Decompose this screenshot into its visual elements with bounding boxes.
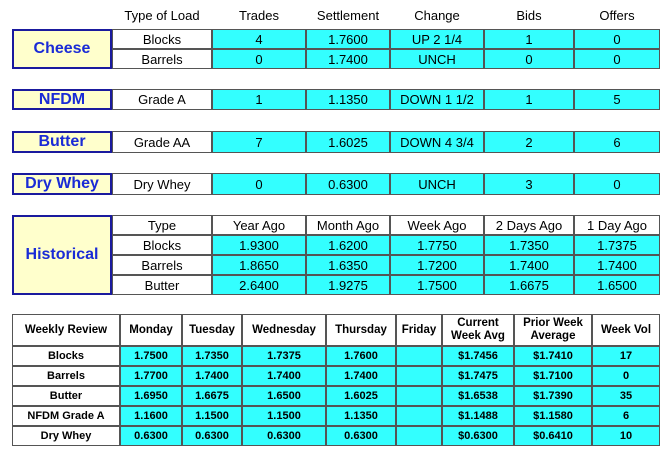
historical-cell: 1.6500: [574, 275, 660, 295]
butter-bids: 2: [484, 131, 574, 153]
weekly-current-avg: $0.6300: [442, 426, 514, 446]
historical-header-type: Type: [112, 215, 212, 235]
nfdm-type: Grade A: [112, 89, 212, 110]
historical-cell: 1.7400: [484, 255, 574, 275]
historical-header-week-ago: Week Ago: [390, 215, 484, 235]
historical-cell: 1.9300: [212, 235, 306, 255]
drywhey-label: Dry Whey: [12, 173, 112, 195]
cheese-barrels-trades: 0: [212, 49, 306, 69]
historical-cell: 1.8650: [212, 255, 306, 275]
weekly-header-tuesday: Tuesday: [182, 314, 242, 346]
weekly-prior-avg: $1.7100: [514, 366, 592, 386]
butter-offers: 6: [574, 131, 660, 153]
weekly-header-prior-avg: Prior Week Average: [514, 314, 592, 346]
weekly-current-avg: $1.7475: [442, 366, 514, 386]
weekly-monday: 0.6300: [120, 426, 182, 446]
historical-cell: 1.7200: [390, 255, 484, 275]
weekly-current-avg: $1.7456: [442, 346, 514, 366]
historical-cell: 2.6400: [212, 275, 306, 295]
cheese-blocks-trades: 4: [212, 29, 306, 49]
header-type-of-load: Type of Load: [124, 7, 200, 23]
cheese-barrels-offers: 0: [574, 49, 660, 69]
weekly-vol: 6: [592, 406, 660, 426]
nfdm-offers: 5: [574, 89, 660, 110]
drywhey-change: UNCH: [390, 173, 484, 195]
weekly-vol: 0: [592, 366, 660, 386]
weekly-wednesday: 1.7375: [242, 346, 326, 366]
weekly-thursday: 1.7600: [326, 346, 396, 366]
butter-settlement: 1.6025: [306, 131, 390, 153]
weekly-wednesday: 1.1500: [242, 406, 326, 426]
weekly-thursday: 1.6025: [326, 386, 396, 406]
header-change: Change: [414, 7, 460, 23]
historical-cell: 1.6200: [306, 235, 390, 255]
weekly-friday: [396, 366, 442, 386]
cheese-blocks-settlement: 1.7600: [306, 29, 390, 49]
weekly-thursday: 1.7400: [326, 366, 396, 386]
header-bids: Bids: [516, 7, 542, 23]
nfdm-trades: 1: [212, 89, 306, 110]
cheese-barrels-bids: 0: [484, 49, 574, 69]
butter-type: Grade AA: [112, 131, 212, 153]
cheese-barrels-type: Barrels: [112, 49, 212, 69]
weekly-wednesday: 0.6300: [242, 426, 326, 446]
header-trades: Trades: [239, 7, 279, 23]
historical-cell: 1.7350: [484, 235, 574, 255]
butter-trades: 7: [212, 131, 306, 153]
weekly-friday: [396, 406, 442, 426]
nfdm-change: DOWN 1 1/2: [390, 89, 484, 110]
weekly-header-friday: Friday: [396, 314, 442, 346]
weekly-vol: 35: [592, 386, 660, 406]
weekly-header-monday: Monday: [120, 314, 182, 346]
nfdm-bids: 1: [484, 89, 574, 110]
weekly-friday: [396, 386, 442, 406]
weekly-monday: 1.7500: [120, 346, 182, 366]
cheese-blocks-bids: 1: [484, 29, 574, 49]
weekly-vol: 17: [592, 346, 660, 366]
weekly-header-current-avg: Current Week Avg: [442, 314, 514, 346]
historical-row-type: Blocks: [112, 235, 212, 255]
weekly-header-review: Weekly Review: [12, 314, 120, 346]
historical-header-2-days-ago: 2 Days Ago: [484, 215, 574, 235]
drywhey-offers: 0: [574, 173, 660, 195]
butter-change: DOWN 4 3/4: [390, 131, 484, 153]
weekly-row-label: NFDM Grade A: [12, 406, 120, 426]
cheese-blocks-change: UP 2 1/4: [390, 29, 484, 49]
historical-cell: 1.6350: [306, 255, 390, 275]
weekly-tuesday: 1.6675: [182, 386, 242, 406]
weekly-header-week-vol: Week Vol: [592, 314, 660, 346]
weekly-thursday: 1.1350: [326, 406, 396, 426]
weekly-row-label: Dry Whey: [12, 426, 120, 446]
weekly-thursday: 0.6300: [326, 426, 396, 446]
historical-row-type: Butter: [112, 275, 212, 295]
weekly-current-avg: $1.1488: [442, 406, 514, 426]
weekly-row-label: Barrels: [12, 366, 120, 386]
weekly-monday: 1.7700: [120, 366, 182, 386]
historical-cell: 1.7375: [574, 235, 660, 255]
cheese-label: Cheese: [12, 29, 112, 69]
drywhey-type: Dry Whey: [112, 173, 212, 195]
historical-header-1-day-ago: 1 Day Ago: [574, 215, 660, 235]
historical-label: Historical: [12, 215, 112, 295]
historical-cell: 1.7500: [390, 275, 484, 295]
cheese-barrels-settlement: 1.7400: [306, 49, 390, 69]
weekly-row-label: Butter: [12, 386, 120, 406]
historical-row-type: Barrels: [112, 255, 212, 275]
historical-cell: 1.7400: [574, 255, 660, 275]
weekly-monday: 1.6950: [120, 386, 182, 406]
cheese-blocks-type: Blocks: [112, 29, 212, 49]
weekly-wednesday: 1.6500: [242, 386, 326, 406]
weekly-prior-avg: $0.6410: [514, 426, 592, 446]
weekly-header-wednesday: Wednesday: [242, 314, 326, 346]
weekly-tuesday: 1.1500: [182, 406, 242, 426]
weekly-prior-avg: $1.1580: [514, 406, 592, 426]
weekly-friday: [396, 426, 442, 446]
header-offers: Offers: [599, 7, 635, 23]
weekly-prior-avg: $1.7390: [514, 386, 592, 406]
weekly-row-label: Blocks: [12, 346, 120, 366]
historical-cell: 1.6675: [484, 275, 574, 295]
weekly-wednesday: 1.7400: [242, 366, 326, 386]
drywhey-trades: 0: [212, 173, 306, 195]
weekly-tuesday: 1.7400: [182, 366, 242, 386]
weekly-tuesday: 1.7350: [182, 346, 242, 366]
nfdm-settlement: 1.1350: [306, 89, 390, 110]
cheese-blocks-offers: 0: [574, 29, 660, 49]
historical-cell: 1.7750: [390, 235, 484, 255]
header-settlement: Settlement: [316, 7, 380, 23]
nfdm-label: NFDM: [12, 89, 112, 110]
weekly-prior-avg: $1.7410: [514, 346, 592, 366]
weekly-vol: 10: [592, 426, 660, 446]
weekly-header-thursday: Thursday: [326, 314, 396, 346]
weekly-friday: [396, 346, 442, 366]
historical-cell: 1.9275: [306, 275, 390, 295]
butter-label: Butter: [12, 131, 112, 153]
cheese-barrels-change: UNCH: [390, 49, 484, 69]
drywhey-settlement: 0.6300: [306, 173, 390, 195]
drywhey-bids: 3: [484, 173, 574, 195]
weekly-tuesday: 0.6300: [182, 426, 242, 446]
historical-header-year-ago: Year Ago: [212, 215, 306, 235]
weekly-monday: 1.1600: [120, 406, 182, 426]
weekly-current-avg: $1.6538: [442, 386, 514, 406]
historical-header-month-ago: Month Ago: [306, 215, 390, 235]
